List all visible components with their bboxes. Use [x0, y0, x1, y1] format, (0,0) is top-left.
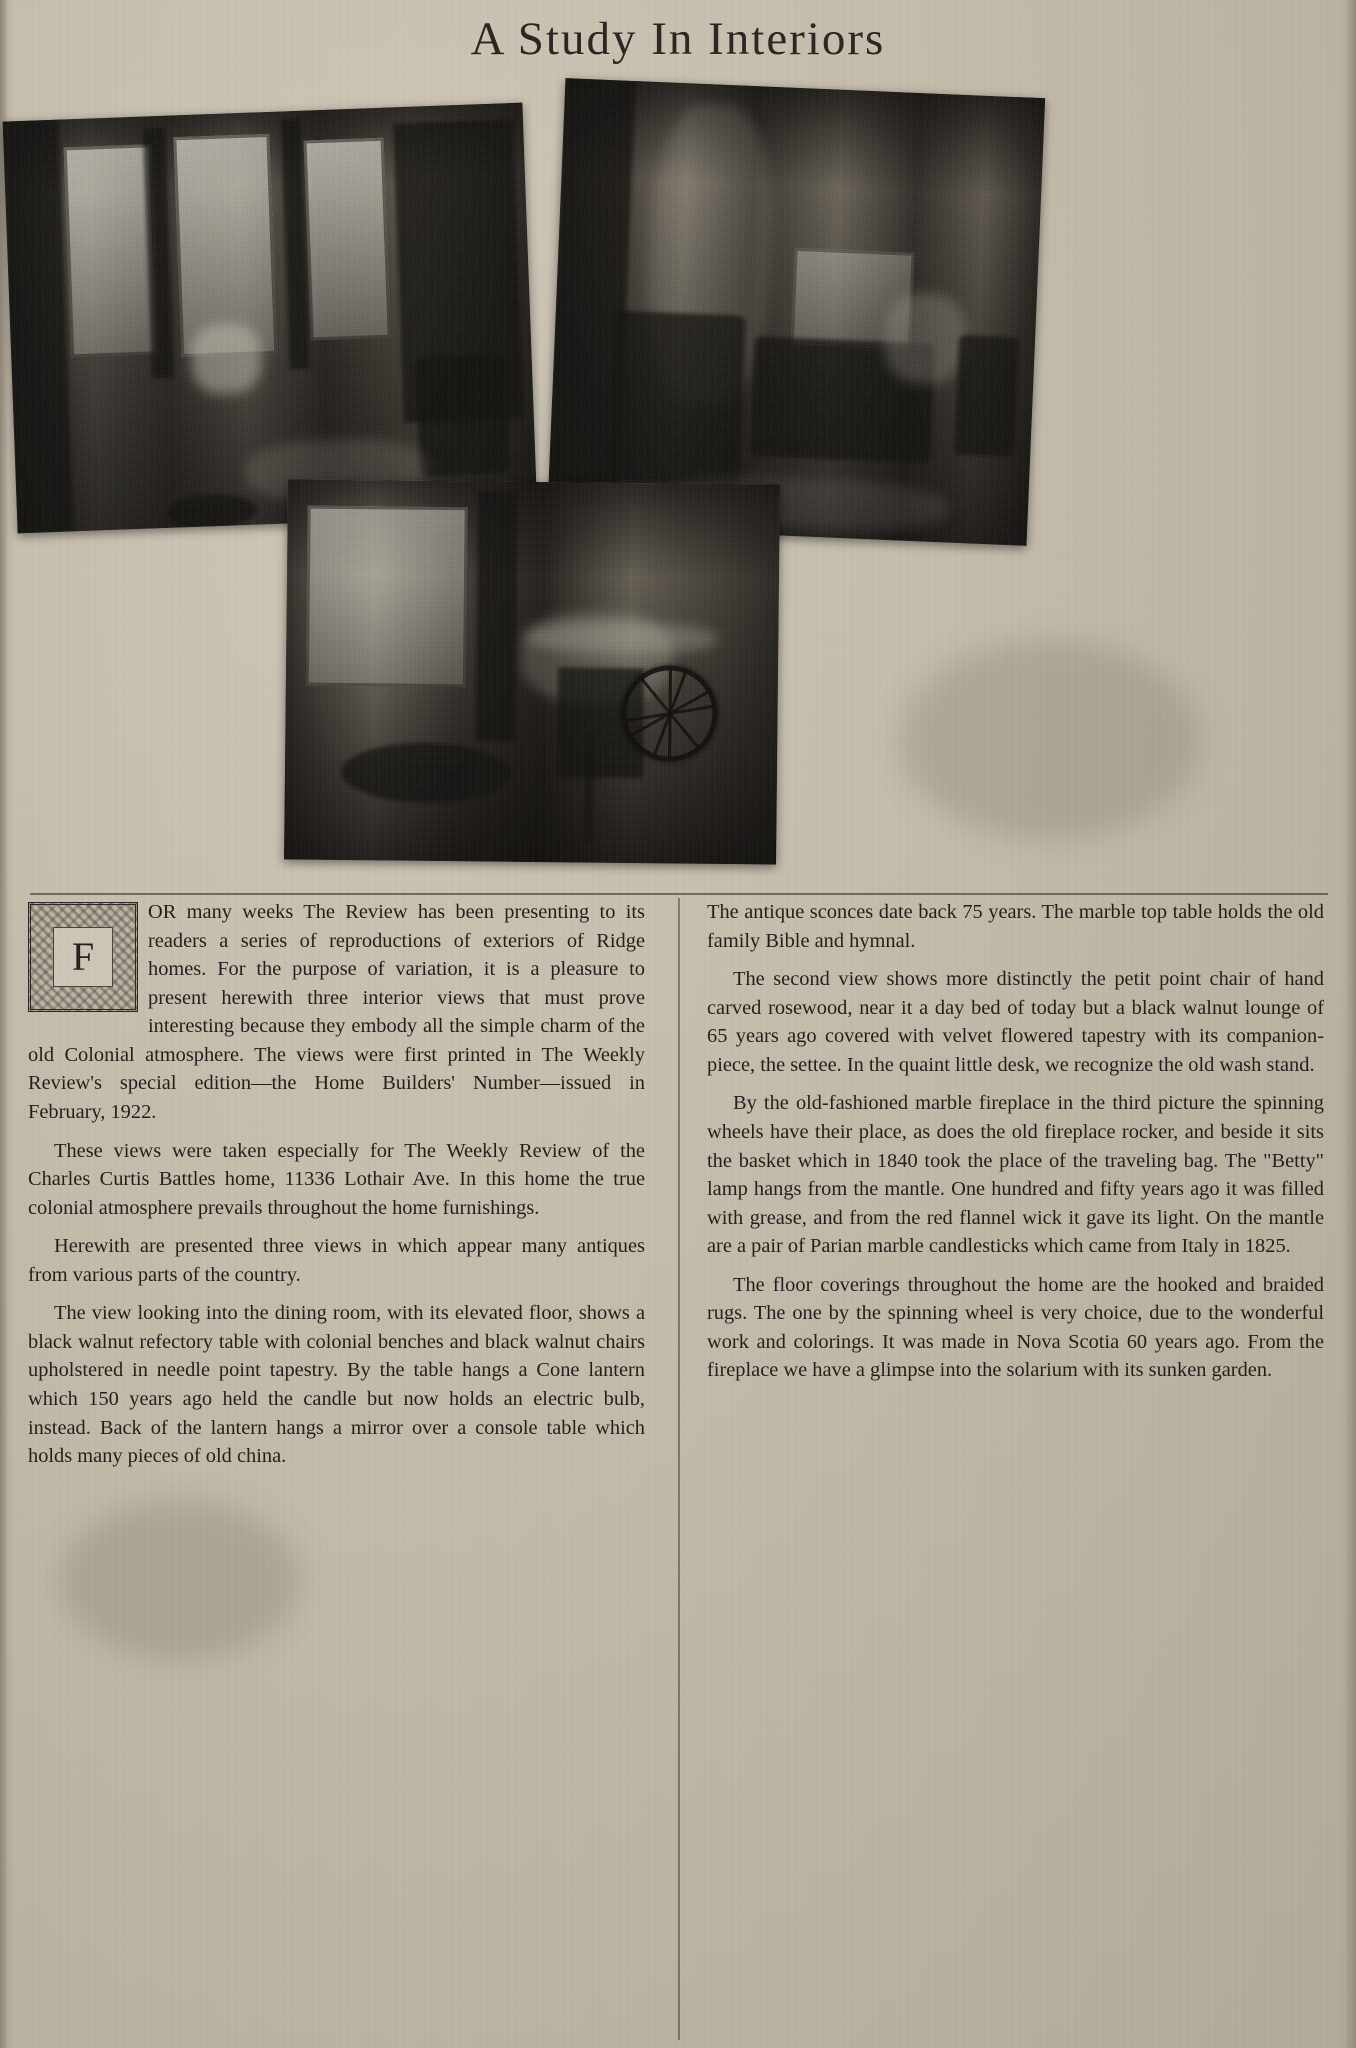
drop-cap-ornament: [28, 902, 138, 1012]
photo-parlor-image: [547, 78, 1045, 546]
page-title: A Study In Interiors: [470, 13, 886, 65]
column-rule-top: [30, 893, 1328, 895]
paragraph: OR many weeks The Review has been presenting to its readers a series of reproductions of exteriors of Ridge homes. For the purpose of variation, it is a pleasure to present herewith three interior views that must prove interesting because they embody all the simple charm of the old Colonial atmosphere. The views were first printed in The Weekly Review's special edition—the Home Builders' Number—issued in February, 1922.: [28, 901, 645, 1123]
column-right: [687, 898, 1324, 2038]
drop-cap-letter: F: [53, 927, 113, 987]
page-right-edge: [1340, 0, 1356, 2048]
paragraph: The floor coverings throughout the home are the hooked and braided rugs. The one by the spinning wheel is very choice, due to the wonderful work and colorings. It was made in Nova Scotia 60 years ago. From the fireplace we have a glimpse into the solarium with its sunken garden.: [707, 1273, 1324, 1382]
column-left: [28, 898, 661, 2038]
paragraph: The second view shows more distinctly the petit point chair of hand carved rosewood, near it a day bed of today but a black walnut lounge of 65 years ago covered with velvet flowered tapestry with its companion-piece, the settee. In the quaint little desk, we recognize the old wash stand.: [707, 968, 1324, 1076]
photo-dining-room-image: [3, 103, 538, 534]
photo-fireplace: [284, 479, 780, 864]
photo-fireplace-image: [284, 479, 780, 864]
paragraph: The antique sconces date back 75 years. The marble top table holds the old family Bible and hymnal.: [707, 901, 1324, 952]
article-body: [28, 898, 1324, 2038]
paragraph: By the old-fashioned marble fireplace in the third picture the spinning wheels have their place, as does the old fireplace rocker, and beside it sits the basket which in 1840 took the place of the traveling bag. The "Betty" lamp hangs from the mantle. One hundred and fifty years ago it was filled with grease, and from the red flannel wick it gave its light. On the mantle are a pair of Parian marble candlesticks which came from Italy in 1825.: [707, 1092, 1324, 1258]
photo-dining-room: [3, 103, 538, 534]
paragraph: The view looking into the dining room, with its elevated floor, shows a black walnut refectory table with colonial benches and black walnut chairs upholstered in needle point tapestry. By the table hangs a Cone lantern which 150 years ago held the candle but now holds an electric bulb, instead. Back of the lantern hangs a mirror over a console table which holds many pieces of old china.: [28, 1302, 645, 1468]
photo-parlor: [547, 78, 1045, 546]
paragraph: These views were taken especially for The Weekly Review of the Charles Curtis Battles home, 11336 Lothair Ave. In this home the true colonial atmosphere prevails throughout the home furnishings.: [28, 1139, 645, 1219]
paragraph: Herewith are presented three views in which appear many antiques from various parts of the country.: [28, 1235, 645, 1286]
